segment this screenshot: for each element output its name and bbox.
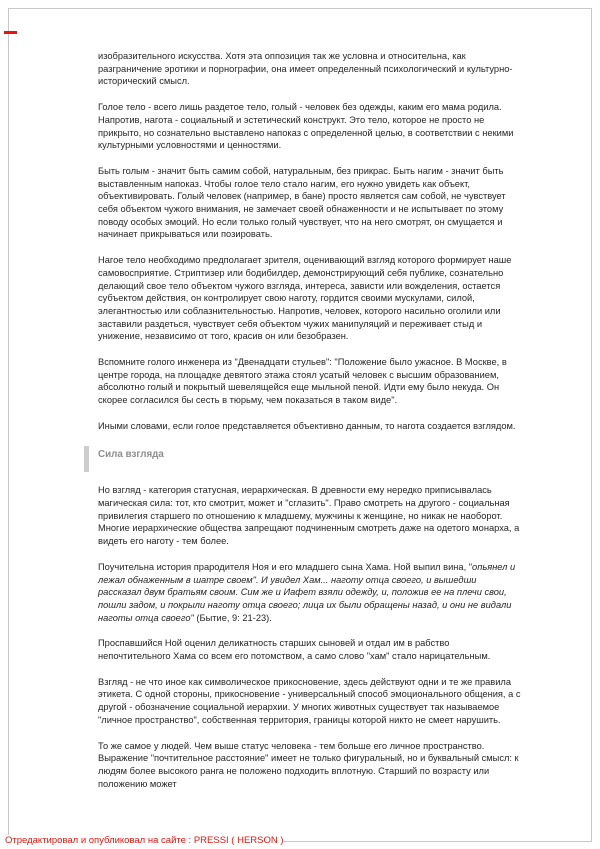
text-run: Быть голым - значит быть самим собой, натуральным, без прикрас. Быть нагим - значит быть выставленным напоказ. Чтобы голое тело стало нагим, его нужно увидеть как объект, объективировать. Голый человек (например, в бане) просто является сам собой, не чувствует себя объектом чужого внимания, не замечает своей обнаженности и не испытывает по этому поводу особых эмоций. Но если только голый чувствует, что на него смотрят, он смущается и начинает прикрываться или позировать. (98, 165, 506, 240)
paragraph (98, 50, 522, 88)
section-header: Сила взгляда (84, 446, 522, 473)
text-run: Вспомните голого инженера из "Двенадцати стульев": "Положение было ужасное. В Москве, в центре города, на площадке девятого этажа стоял усатый человек с высшим образованием, абсолютно голый и покрытый шевелящейся еще мыльной пеной. Идти ему было некуда. Он скорее согласился бы сесть в тюрьму, чем показаться в таком виде". (98, 357, 507, 406)
paragraph (98, 637, 522, 662)
text-run: Но взгляд - категория статусная, иерархическая. В древности ему нередко приписывалась магическая сила: тот, кто смотрит, может и "сглазить". Право смотреть на другого - социальная привилегия старшего по отношению к младшему, мужчины к женщине, но никак не наоборот. Многие иерархические общества запрещают подчиненным смотреть даже на одетого монарха, а видеть его наготу - тем более. (98, 485, 520, 547)
paragraph (98, 165, 522, 241)
text-run: Голое тело - всего лишь раздетое тело, голый - человек без одежды, каким его мама родила. Напротив, нагота - социальный и эстетический конструкт. Это тело, которое не просто не прикрыто, но сознательно выставлено напоказ с определенной целью, в соответствии с некими культурными условностями и ценностями. (98, 102, 514, 151)
text-run: Иными словами, если голое представляется объективно данным, то нагота создается взглядом. (98, 420, 516, 431)
page-content (98, 50, 522, 803)
text-run: (Бытие, 9: 21-23). (193, 612, 272, 623)
text-run: Взгляд - не что иное как символическое прикосновение, здесь действуют одни и те же правила этикета. С одной стороны, прикосновение - универсальный способ эмоционального общения, а с другой - обозначение социальной иерархии. У многих животных существует так называемое "личное пространство", собственная территория, границы которой никто не смеет нарушить. (98, 676, 521, 725)
paragraph (98, 254, 522, 343)
paragraph (98, 484, 522, 548)
paragraph (98, 561, 522, 625)
text-run: Нагое тело необходимо предполагает зрителя, оценивающий взгляд которого формирует наше самовосприятие. Стриптизер или бодибилдер, демонстрирующий себя публике, сознательно делающий свое тело объектом чужого взгляда, интереса, зависти или вожделения, остается субъектом действия, он контролирует свою наготу, гордится своими мускулами, силой, элегантностью или соблазнительностью. Напротив, человек, которого насильно оголили или заставили раздеться, чувствует себя объектом чужих манипуляций и переживает стыд и унижение, независимо от того, красив он или безобразен. (98, 255, 512, 342)
watermark-credit: Отредактировал и опубликовал на сайте : PRESSI ( HERSON ) (5, 835, 284, 846)
paragraph (98, 676, 522, 727)
text-run: изобразительного искусства. Хотя эта оппозиция так же условна и относительна, как разграничение эротики и порнографии, она имеет определенный психологический и культурно-исторический смысл. (98, 51, 513, 87)
text-run: Поучительна история прародителя Ноя и его младшего сына Хама. Ной выпил вина, " (98, 561, 473, 572)
paragraph (98, 101, 522, 152)
paragraph (98, 356, 522, 407)
text-run: Проспавшийся Ной оценил деликатность старших сыновей и отдал им в рабство непочтительного Хама со всем его потомством, а само слово "хам" стало нарицательным. (98, 638, 491, 662)
red-corner-mark (4, 31, 17, 34)
paragraph (98, 420, 522, 433)
text-run: опьянел и лежал обнаженным в шатре своем". И увидел Хам... наготу отца своего, и вышедши рассказал двум братьям своим. Сим же и Иафет взяли одежду, и, положив ее на плечи свои, пошли задом, и покрыли наготу отца своего; лица их были обращены назад, и они не видали наготы отца своего" (98, 561, 516, 623)
paragraph (98, 740, 522, 791)
text-run: То же самое у людей. Чем выше статус человека - тем больше его личное пространство. Выражение "почтительное расстояние" имеет не только фигуральный, но и буквальный смысл: к людям более высокого ранга не положено подходить вплотную. Старший по возрасту или положению может (98, 740, 519, 789)
